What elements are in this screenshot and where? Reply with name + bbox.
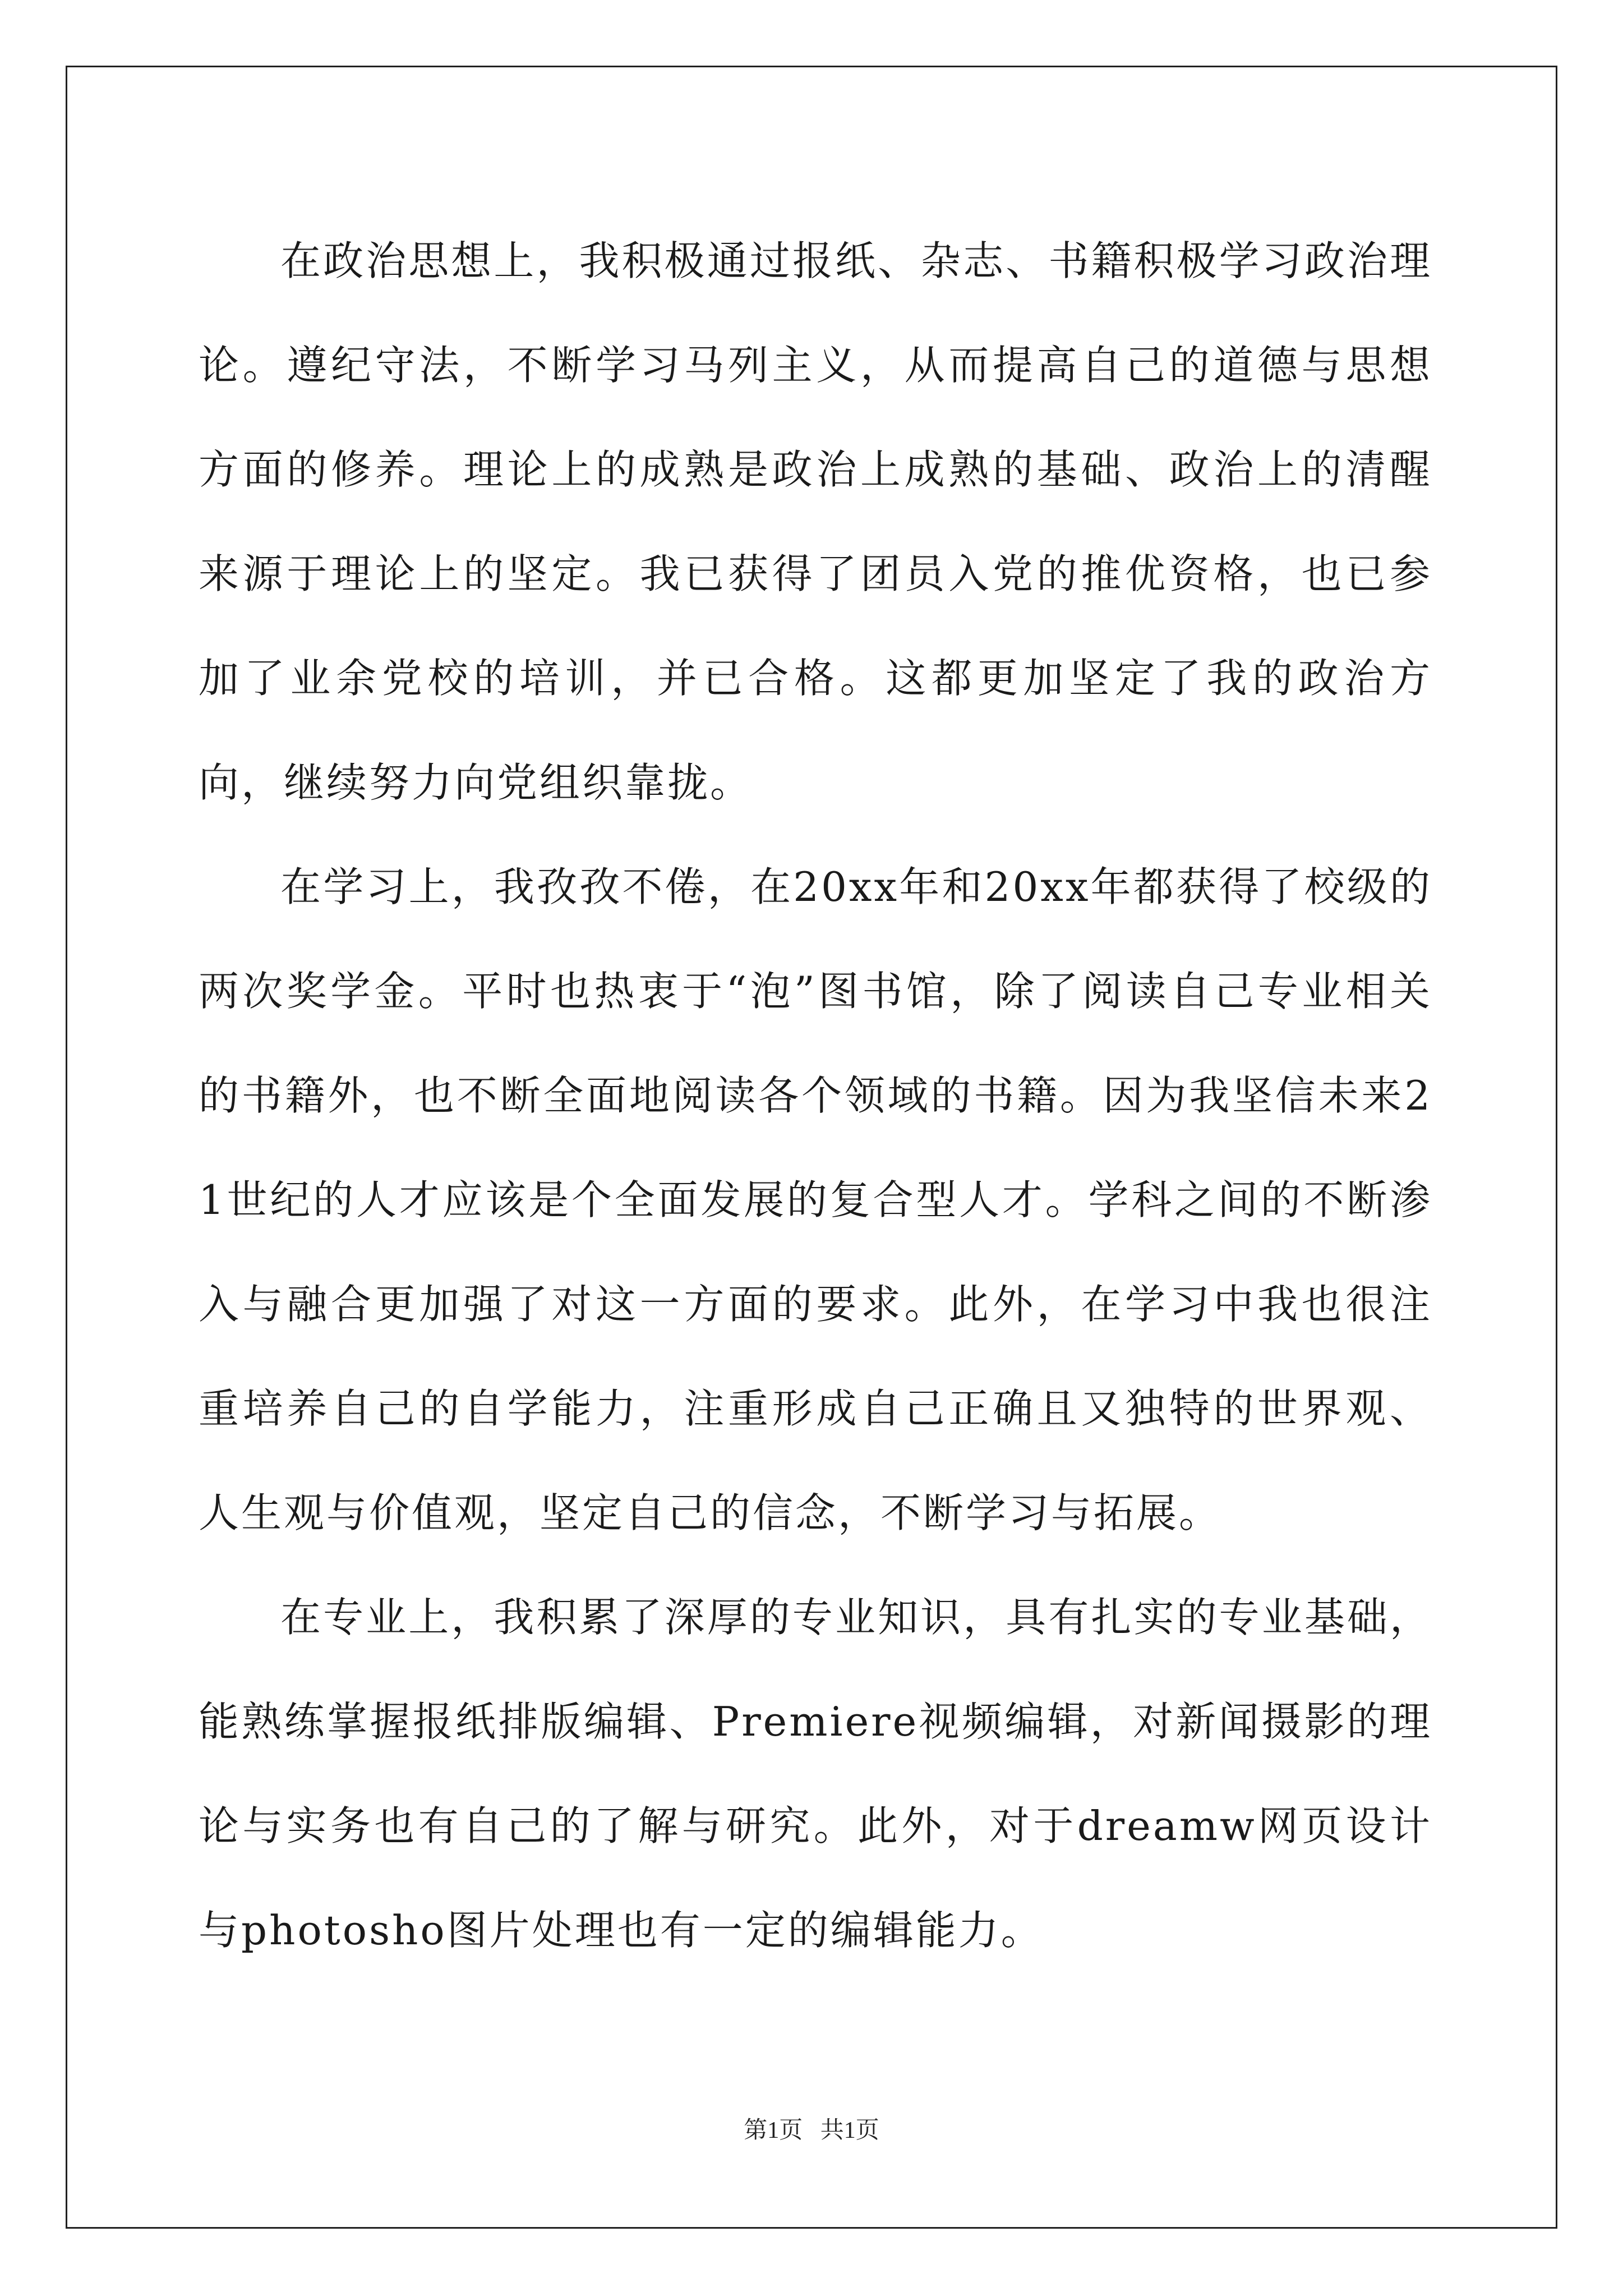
page-footer bbox=[0, 2115, 1623, 2146]
paragraph-major: 在专业上，我积累了深厚的专业知识，具有扎实的专业基础，能熟练掌握报纸排版编辑、Premiere视频编辑，对新闻摄影的理论与实务也有自己的了解与研究。此外，对于dreamw网页设计与photosho图片处理也有一定的编辑能力。 bbox=[199, 1594, 1432, 1954]
page-number: 第1页 bbox=[744, 2118, 803, 2143]
paragraph-politics: 在政治思想上，我积极通过报纸、杂志、书籍积极学习政治理论。遵纪守法，不断学习马列主义，从而提高自己的道德与思想方面的修养。理论上的成熟是政治上成熟的基础、政治上的清醒来源于理论上的坚定。我已获得了团员入党的推优资格，也已参加了业余党校的培训，并已合格。这都更加坚定了我的政治方向，继续努力向党组织靠拢。 bbox=[199, 237, 1432, 806]
document-body bbox=[199, 209, 1432, 1982]
paragraph-study: 在学习上，我孜孜不倦，在20xx年和20xx年都获得了校级的两次奖学金。平时也热衷于“泡”图书馆，除了阅读自己专业相关的书籍外，也不断全面地阅读各个领域的书籍。因为我坚信未来21世纪的人才应该是个全面发展的复合型人才。学科之间的不断渗入与融合更加强了对这一方面的要求。此外，在学习中我也很注重培养自己的自学能力，注重形成自己正确且又独特的世界观、人生观与价值观，坚定自己的信念，不断学习与拓展。 bbox=[199, 863, 1432, 1536]
footer-spacer bbox=[803, 2118, 820, 2143]
page-total: 共1页 bbox=[820, 2118, 879, 2143]
